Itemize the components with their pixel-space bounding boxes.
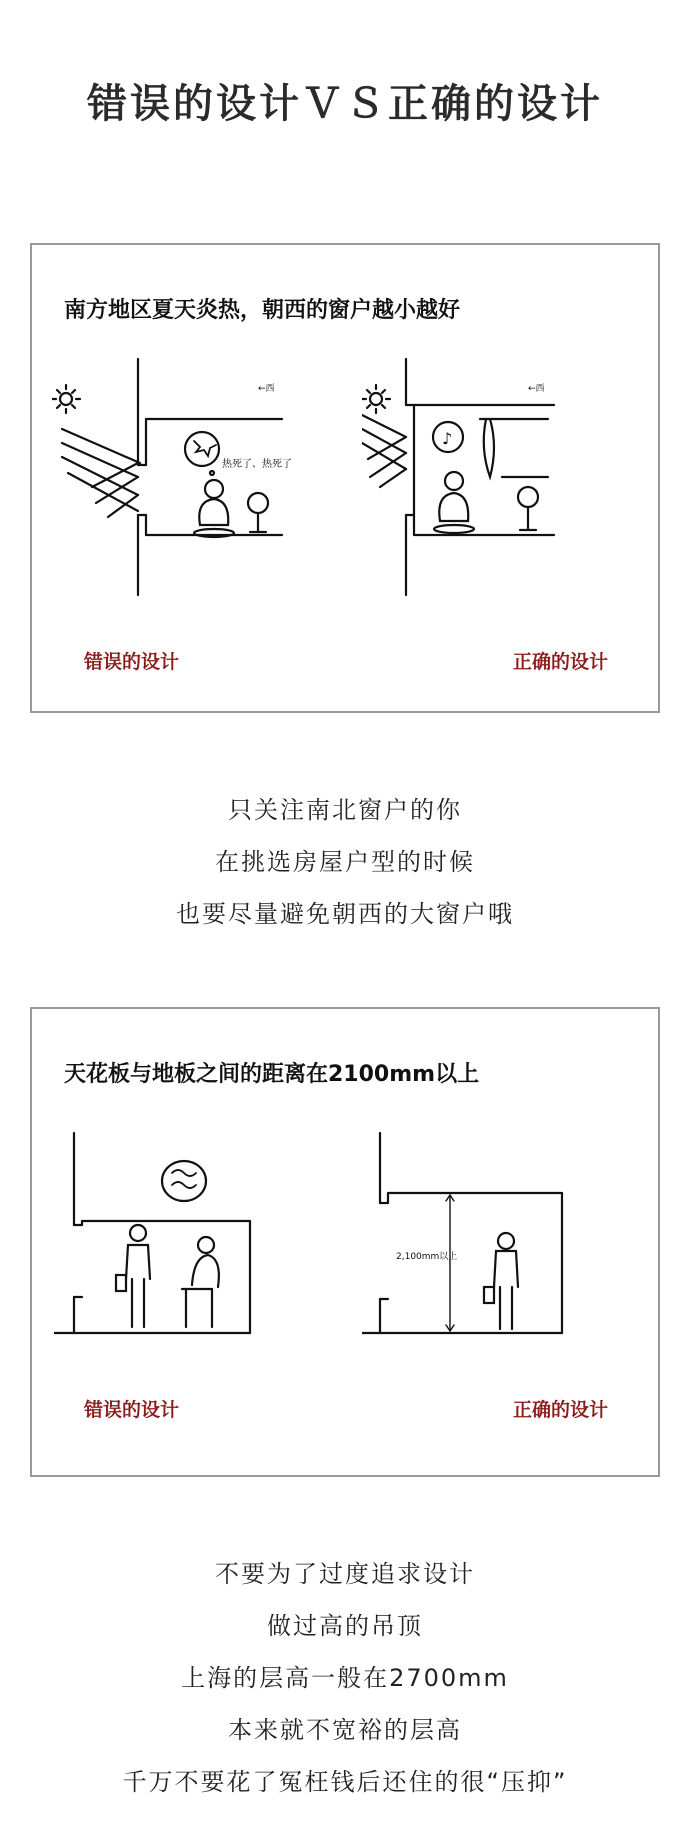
paragraph-line: 本来就不宽裕的层高 bbox=[228, 1716, 462, 1744]
paragraph-line: 在挑选房屋户型的时候 bbox=[215, 848, 475, 876]
paragraph-line: 不要为了过度追求设计 bbox=[215, 1560, 475, 1588]
right-design-label: 正确的设计 bbox=[512, 651, 608, 673]
wrong-design-illustration bbox=[52, 357, 322, 597]
illustration-card-ceiling-height bbox=[30, 1007, 660, 1477]
right-design-illustration bbox=[362, 1129, 622, 1359]
paragraph-ceiling-advice bbox=[0, 1548, 690, 1808]
wrong-design-illustration bbox=[54, 1129, 304, 1359]
paragraph-line: 千万不要花了冤枉钱后还住的很“压抑” bbox=[122, 1768, 568, 1796]
wrong-design-label: 错误的设计 bbox=[84, 1399, 180, 1421]
speech-text: 热死了、热死了 bbox=[222, 459, 292, 470]
sun-icon bbox=[362, 385, 390, 413]
direction-mark: ←西 bbox=[258, 384, 275, 394]
paragraph-west-window-advice bbox=[0, 784, 690, 940]
sun-icon bbox=[52, 385, 80, 413]
right-design-label: 正确的设计 bbox=[512, 1399, 608, 1421]
paragraph-line: 只关注南北窗户的你 bbox=[228, 796, 462, 824]
paragraph-line: 上海的层高一般在2700mm bbox=[181, 1664, 509, 1692]
dimension-text: 2,100mm以上 bbox=[396, 1252, 458, 1262]
paragraph-line: 做过高的吊顶 bbox=[267, 1612, 423, 1640]
card-heading: 天花板与地板之间的距离在2100mm以上 bbox=[64, 1062, 480, 1087]
wrong-design-label: 错误的设计 bbox=[84, 651, 180, 673]
paragraph-line: 也要尽量避免朝西的大窗户哦 bbox=[176, 900, 514, 928]
direction-mark: ←西 bbox=[528, 384, 545, 394]
card-heading: 南方地区夏天炎热，朝西的窗户越小越好 bbox=[64, 298, 461, 323]
illustration-card-west-window bbox=[30, 243, 660, 713]
right-design-illustration bbox=[362, 357, 642, 597]
music-note-icon: ♪ bbox=[442, 429, 453, 448]
page-title: 错误的设计ＶＳ正确的设计 bbox=[87, 81, 603, 127]
